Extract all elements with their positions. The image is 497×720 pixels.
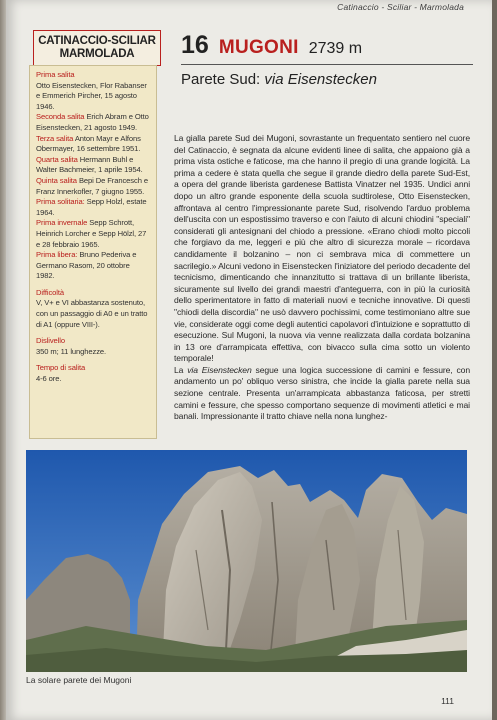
region-line-2: MARMOLADA — [59, 48, 135, 60]
article-body — [174, 133, 470, 423]
difficulty-text: V, V+ e VI abbastanza sostenuto, con un passaggio di A0 e un tratto di A1 (oppure VIII-). — [36, 298, 148, 329]
paragraph-2-prefix: La — [174, 364, 188, 375]
ascent-entry — [36, 176, 150, 197]
time-text: 4-6 ore. — [36, 374, 62, 384]
vertical-label: Dislivello — [36, 336, 65, 346]
book-page — [6, 0, 492, 720]
body-paragraph-2 — [174, 365, 470, 423]
route-number: 16 — [181, 31, 209, 59]
region-box — [33, 30, 161, 66]
ascent-entry — [36, 112, 150, 133]
body-paragraph-1: La gialla parete Sud dei Mugoni, sovrastante un frequentato sentiero nel cuore del Catinaccio, è segnata da alcune evidenti linee di salita, che appaiono già a prima vista ostiche e faticose, ma che hanno il pregio di una grande logicità. La prima a cedere è stata quella che segue il grande diedro della parete Sud-Est, a opera del grande liberista gardenese Battista Vinatzer nel 1935. Undici anni dopo un altro grande esponente della scuola sudtirolese, Otto Eisenstecken, affrontava al centro l'impressionante parete Sud, risolvendo l'arduo problema dell'uscita con un espostissimo traverso e con l'aiuto di alcuni chiodini "speciali" considerati gli antesignani del chiodo a pressione. «Erano chiodi molto piccoli che forgiavo da me, leggeri e più che altro di sicurezza morale – ricordava candidamente il bolzanino – non ci sembrava mica di commettere un sacrilegio.» Alcuni vedono in Eisenstecken l'iniziatore del periodo decadente del tecnicismo, dimenticando che innanzitutto si trattava di un brillante liberista, sicuramente sul livello dei grandi maestri d'anteguerra, con in più la curiosità dello sperimentatore in fatto di materiali nuovi e tecniche innovative. Di questi "chiodi della discordia" ne usò davvero pochissimi, come testimoniano altre sue vie, considerate oggi come degli autentici capolavori d'intuizione e soprattutto di esecuzione. Sul Mugoni, la nuova via venne realizzata dalla cordata bolzanina in 13 ore d'arrampicata effettiva, con bivacco sulla cima sotto un violento temporale! — [174, 133, 470, 364]
page-number: 111 — [441, 696, 454, 706]
difficulty-label: Difficoltà — [36, 287, 64, 297]
paragraph-2-italic: via Eisenstecken — [187, 364, 252, 375]
ascent-entry — [36, 250, 150, 282]
ascent-text: Otto Eisenstecken, Flor Rabanser e Emmerich Pircher, 15 agosto 1946. — [36, 80, 147, 111]
ascent-entry — [36, 134, 150, 155]
subtitle-italic: via Eisenstecken — [264, 71, 377, 88]
ascent-text: Sepp Schrott, Heinrich Lorcher e Sepp Hölzl, 27 e 28 febbraio 1965. — [36, 218, 147, 249]
ascent-label: Quarta salita — [36, 154, 78, 164]
ascent-entry — [36, 197, 150, 218]
ascent-entry — [36, 70, 150, 112]
paragraph-2-rest: segue una logica successione di camini e fessure, con andamento un po' obliquo verso sinistra, che incide la gialla parete nella sua sezione centrale. Presenta un'arrampicata abbastanza faticosa, per stretti camini e fessure, che spesso comportano sequenze di movimenti atletici e mai banali. Impressionante il tratto chiave nella nona lunghez- — [174, 364, 471, 422]
difficulty-section — [36, 288, 150, 330]
time-section — [36, 363, 150, 384]
ascent-label: Prima libera: — [36, 250, 78, 260]
mountain-photo-illustration — [26, 450, 467, 672]
ascent-entry — [36, 218, 150, 250]
route-elevation: 2739 m — [308, 40, 363, 57]
ascent-text: Erich Abram e Otto Eisenstecken, 21 agosto 1949. — [36, 112, 149, 132]
ascent-label: Prima solitaria: — [36, 197, 85, 207]
ascent-entry — [36, 155, 150, 176]
ascent-text: Bepi De Francesch e Franz Innerkofler, 7 giugno 1955. — [36, 175, 148, 196]
ascent-label: Prima salita — [36, 70, 75, 79]
photo-caption: La solare parete dei Mugoni — [26, 675, 132, 685]
region-line-1: CATINACCIO-SCILIAR — [38, 35, 156, 47]
info-sidebar — [29, 65, 157, 439]
ascent-label: Seconda salita — [36, 112, 85, 122]
route-name: MUGONI — [218, 37, 299, 58]
vertical-section — [36, 336, 150, 357]
title-rule — [181, 64, 473, 65]
vertical-text: 350 m; 11 lunghezze. — [36, 346, 107, 356]
route-title — [181, 31, 473, 63]
ascent-label: Quinta salita — [36, 175, 77, 185]
ascent-text: Sepp Holzl, estate 1964. — [36, 197, 147, 217]
mountain-photo — [26, 450, 467, 672]
subtitle-prefix: Parete Sud: — [181, 71, 265, 88]
ascent-text: Hermann Buhl e Walter Bachmeier, 1 aprile 1954. — [36, 154, 143, 175]
ascents-section — [36, 70, 150, 282]
route-subtitle — [181, 71, 377, 88]
ascent-text: Anton Mayr e Alfons Obermayer, 16 settembre 1951. — [36, 133, 141, 154]
ascent-label: Prima invernale — [36, 218, 88, 228]
ascent-label: Terza salita — [36, 133, 74, 143]
running-head: Catinaccio - Sciliar - Marmolada — [337, 2, 464, 12]
ascent-text: Bruno Pederiva e Germano Rasom, 20 ottobre 1982. — [36, 250, 137, 281]
time-label: Tempo di salita — [36, 363, 86, 373]
